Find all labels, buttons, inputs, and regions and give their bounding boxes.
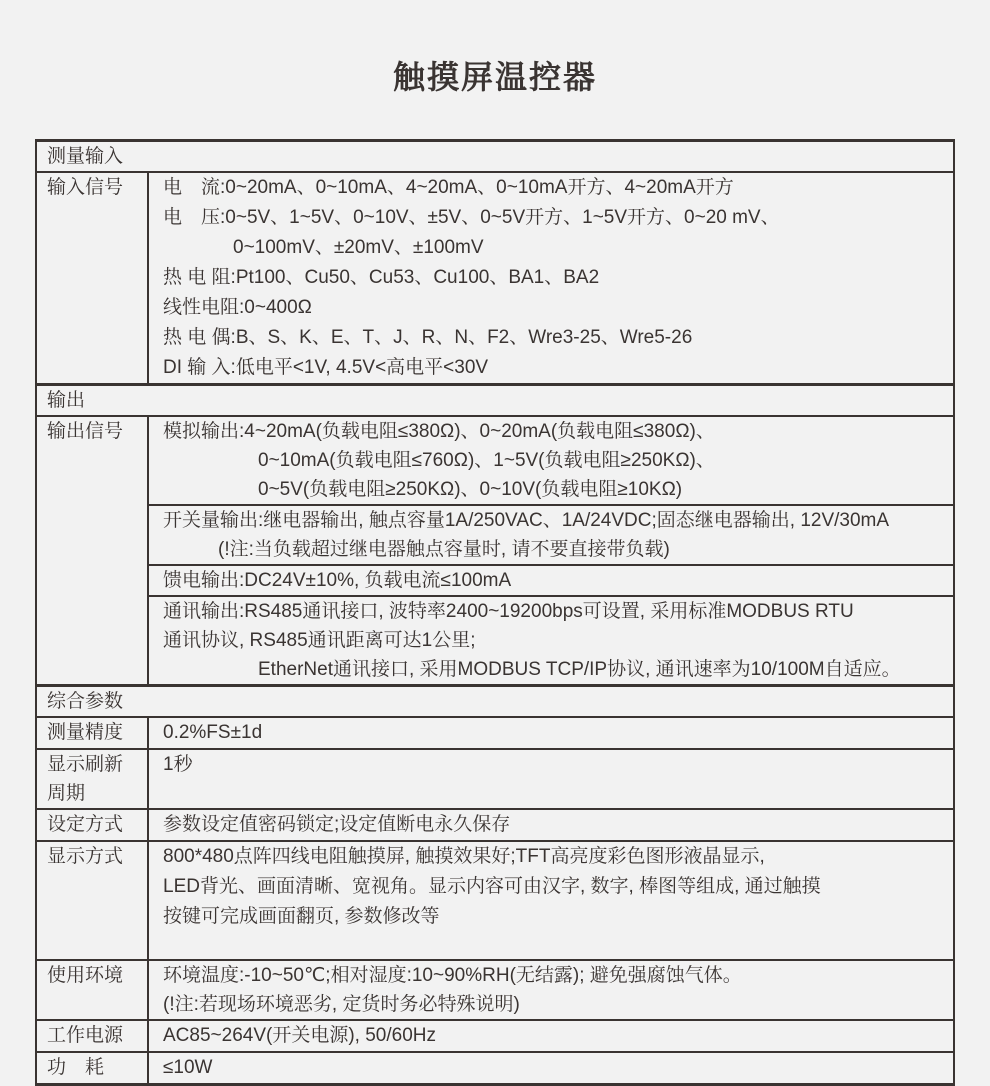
input-signal-line-rtd: 热 电 阻:Pt100、Cu50、Cu53、Cu100、BA1、BA2 [163,267,600,288]
power-consumption-value-cell [149,1053,953,1083]
display-mode-line: 800*480点阵四线电阻触摸屏, 触摸效果好;TFT高亮度彩色图形液晶显示, [163,846,765,867]
section-header-measure-input: 测量输入 [47,146,124,167]
row-output-signal [37,415,953,684]
analog-output-cell [149,417,953,504]
row-refresh-cycle [37,748,953,808]
comm-output-line-protocol: 通讯协议, RS485通讯距离可达1公里; [163,630,476,651]
row-power-supply [37,1019,953,1051]
row-environment [37,959,953,1019]
analog-output-line: 0~5V(负载电阻≥250KΩ)、0~10V(负载电阻≥10KΩ) [258,479,683,500]
setting-mode-value-cell [149,810,953,840]
comm-output-cell [149,595,953,684]
environment-line-note: (!注:若现场环境恶劣, 定货时务必特殊说明) [163,994,520,1015]
output-signal-content [149,417,953,684]
refresh-cycle-label [37,750,149,808]
measure-accuracy-value: 0.2%FS±1d [163,722,263,743]
feed-output-cell [149,564,953,595]
refresh-cycle-value-cell [149,750,953,808]
power-consumption-value: ≤10W [163,1057,213,1078]
setting-mode-value: 参数设定值密码锁定;设定值断电永久保存 [163,814,511,835]
switch-output-cell [149,504,953,564]
refresh-cycle-label-line1: 显示刷新 [47,754,124,775]
power-supply-label: 工作电源 [37,1021,149,1051]
display-mode-line: 按键可完成画面翻页, 参数修改等 [163,906,440,927]
refresh-cycle-value: 1秒 [163,754,193,775]
display-mode-content [149,842,953,959]
measure-accuracy-label: 测量精度 [37,718,149,748]
row-display-mode [37,840,953,959]
section-header-output: 输出 [37,383,953,415]
row-input-signal [37,171,953,383]
switch-output-note: (!注:当负载超过继电器触点容量时, 请不要直接带负载) [218,539,670,560]
environment-line-conditions: 环境温度:-10~50℃;相对湿度:10~90%RH(无结露); 避免强腐蚀气体。 [163,965,742,986]
comm-output-line-rs485: 通讯输出:RS485通讯接口, 波特率2400~19200bps可设置, 采用标准MODBUS RTU [163,601,854,622]
environment-label: 使用环境 [37,961,149,1019]
input-signal-line-linear-resistance: 线性电阻:0~400Ω [163,297,312,318]
refresh-cycle-label-line2: 周期 [47,783,86,804]
input-signal-line-thermocouple: 热 电 偶:B、S、K、E、T、J、R、N、F2、Wre3-25、Wre5-26 [163,327,693,348]
input-signal-line-voltage: 电 压:0~5V、1~5V、0~10V、±5V、0~5V开方、1~5V开方、0~20 mV、 [163,207,780,228]
input-signal-line-di: DI 输 入:低电平<1V, 4.5V<高电平<30V [163,357,489,378]
input-signal-line-voltage-cont: 0~100mV、±20mV、±100mV [233,237,484,258]
display-mode-line: LED背光、画面清晰、宽视角。显示内容可由汉字, 数字, 棒图等组成, 通过触摸 [163,876,821,897]
display-mode-label: 显示方式 [37,842,149,959]
analog-output-line: 0~10mA(负载电阻≤760Ω)、1~5V(负载电阻≥250KΩ)、 [258,450,715,471]
power-supply-value-cell [149,1021,953,1051]
output-signal-label: 输出信号 [37,417,149,684]
measure-accuracy-value-cell [149,718,953,748]
row-setting-mode [37,808,953,840]
environment-content [149,961,953,1019]
comm-output-line-ethernet: EtherNet通讯接口, 采用MODBUS TCP/IP协议, 通讯速率为10/100M自适应。 [258,659,901,680]
feed-output-line: 馈电输出:DC24V±10%, 负载电流≤100mA [163,570,512,591]
analog-output-line: 模拟输出:4~20mA(负载电阻≤380Ω)、0~20mA(负载电阻≤380Ω)、 [163,421,715,442]
input-signal-content [149,173,953,383]
page-title: 触摸屏温控器 [392,59,597,95]
row-measure-accuracy [37,716,953,748]
row-power-consumption [37,1051,953,1083]
spec-table [35,139,955,1086]
input-signal-line-current: 电 流:0~20mA、0~10mA、4~20mA、0~10mA开方、4~20mA开方 [163,177,734,198]
section-header-general-params: 综合参数 [37,684,953,716]
setting-mode-label: 设定方式 [37,810,149,840]
power-consumption-label: 功 耗 [37,1053,149,1083]
power-supply-value: AC85~264V(开关电源), 50/60Hz [163,1025,436,1046]
input-signal-label: 输入信号 [37,173,149,383]
switch-output-line: 开关量输出:继电器输出, 触点容量1A/250VAC、1A/24VDC;固态继电器输出, 12V/30mA [163,510,890,531]
